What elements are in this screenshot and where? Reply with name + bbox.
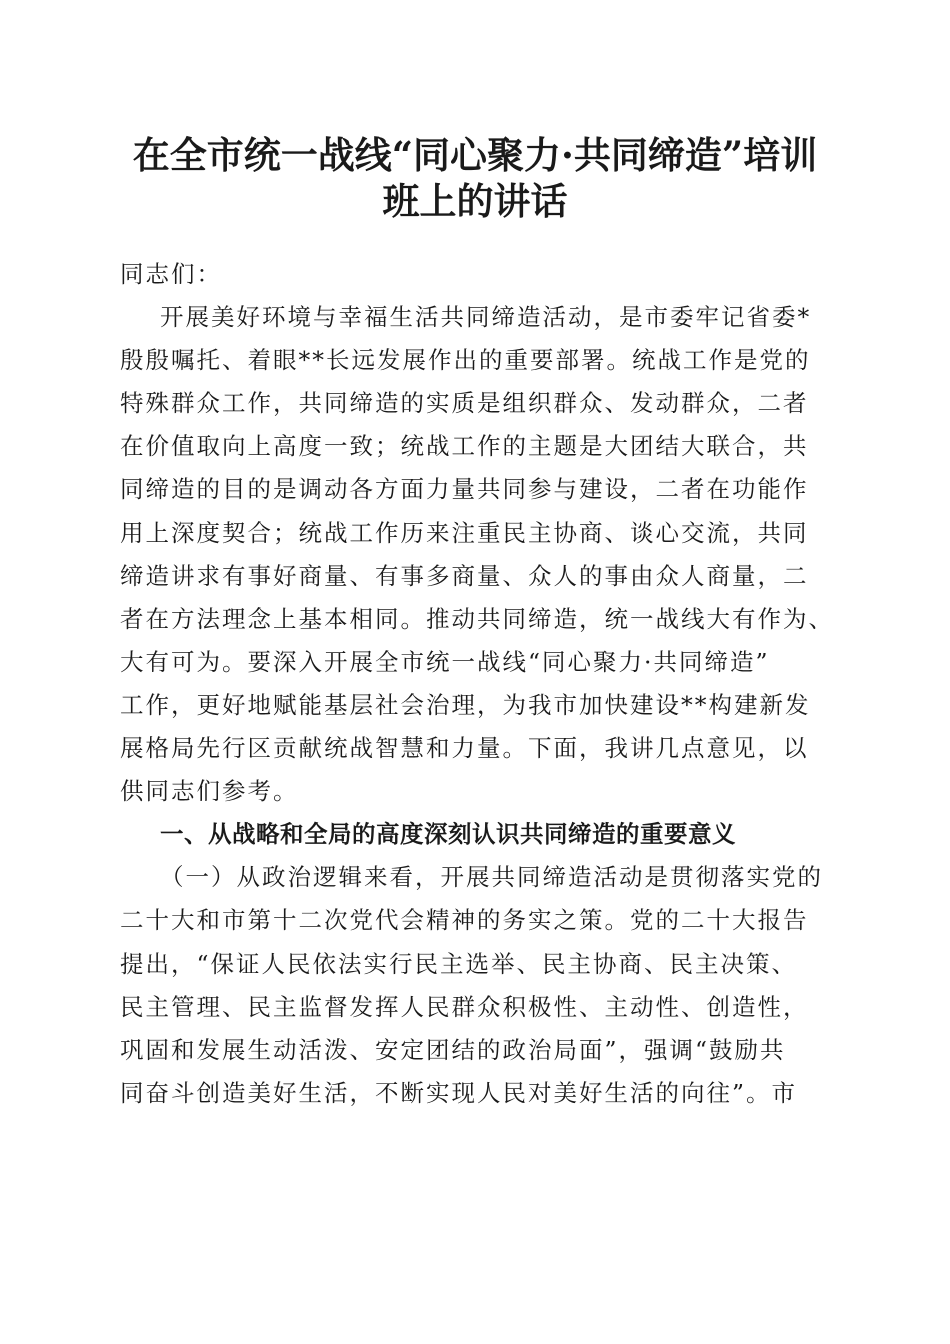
paragraph-line: 开展美好环境与幸福生活共同缔造活动，是市委牢记省委* [160,303,812,332]
paragraph-line: 巩固和发展生动活泼、安定团结的政治局面”，强调“鼓励共 [120,1035,786,1064]
paragraph-line: 在价值取向上高度一致；统战工作的主题是大团结大联合，共 [120,432,809,461]
paragraph-line: 提出，“保证人民依法实行民主选举、民主协商、民主决策、 [120,949,798,978]
paragraph-line: 展格局先行区贡献统战智慧和力量。下面，我讲几点意见，以 [120,734,809,763]
paragraph-line: 工作，更好地赋能基层社会治理，为我市加快建设**构建新发 [120,690,811,719]
intro-paragraph [120,296,832,813]
paragraph-line: 殷殷嘱托、着眼**长远发展作出的重要部署。统战工作是党的 [120,346,811,375]
paragraph-line: 特殊群众工作，共同缔造的实质是组织群众、发动群众，二者 [120,389,809,418]
paragraph-line: 者在方法理念上基本相同。推动共同缔造，统一战线大有作为、 [120,604,834,633]
paragraph-line: 二十大和市第十二次党代会精神的务实之策。党的二十大报告 [120,906,809,935]
document-title [100,132,850,224]
paragraph-line: 大有可为。要深入开展全市统一战线“同心聚力·共同缔造” [120,647,770,676]
subsection-paragraph [120,856,832,1115]
paragraph-line: 同奋斗创造美好生活，不断实现人民对美好生活的向往”。市 [120,1078,798,1107]
paragraph-line: 供同志们参考。 [120,777,299,806]
document-body [120,253,832,1115]
section-heading: 一、从战略和全局的高度深刻认识共同缔造的重要意义 [160,820,736,849]
paragraph-line: 同缔造的目的是调动各方面力量共同参与建设，二者在功能作 [120,475,809,504]
title-line-2: 班上的讲话 [382,179,568,223]
paragraph-line: 用上深度契合；统战工作历来注重民主协商、谈心交流，共同 [120,518,809,547]
paragraph-line: （一）从政治逻辑来看，开展共同缔造活动是贯彻落实党的 [160,863,823,892]
paragraph-line: 民主管理、民主监督发挥人民群众积极性、主动性、创造性， [120,992,809,1021]
paragraph-line: 缔造讲求有事好商量、有事多商量、众人的事由众人商量，二 [120,561,809,590]
salutation: 同志们： [120,260,222,288]
title-line-1: 在全市统一战线“同心聚力·共同缔造”培训 [132,133,818,177]
